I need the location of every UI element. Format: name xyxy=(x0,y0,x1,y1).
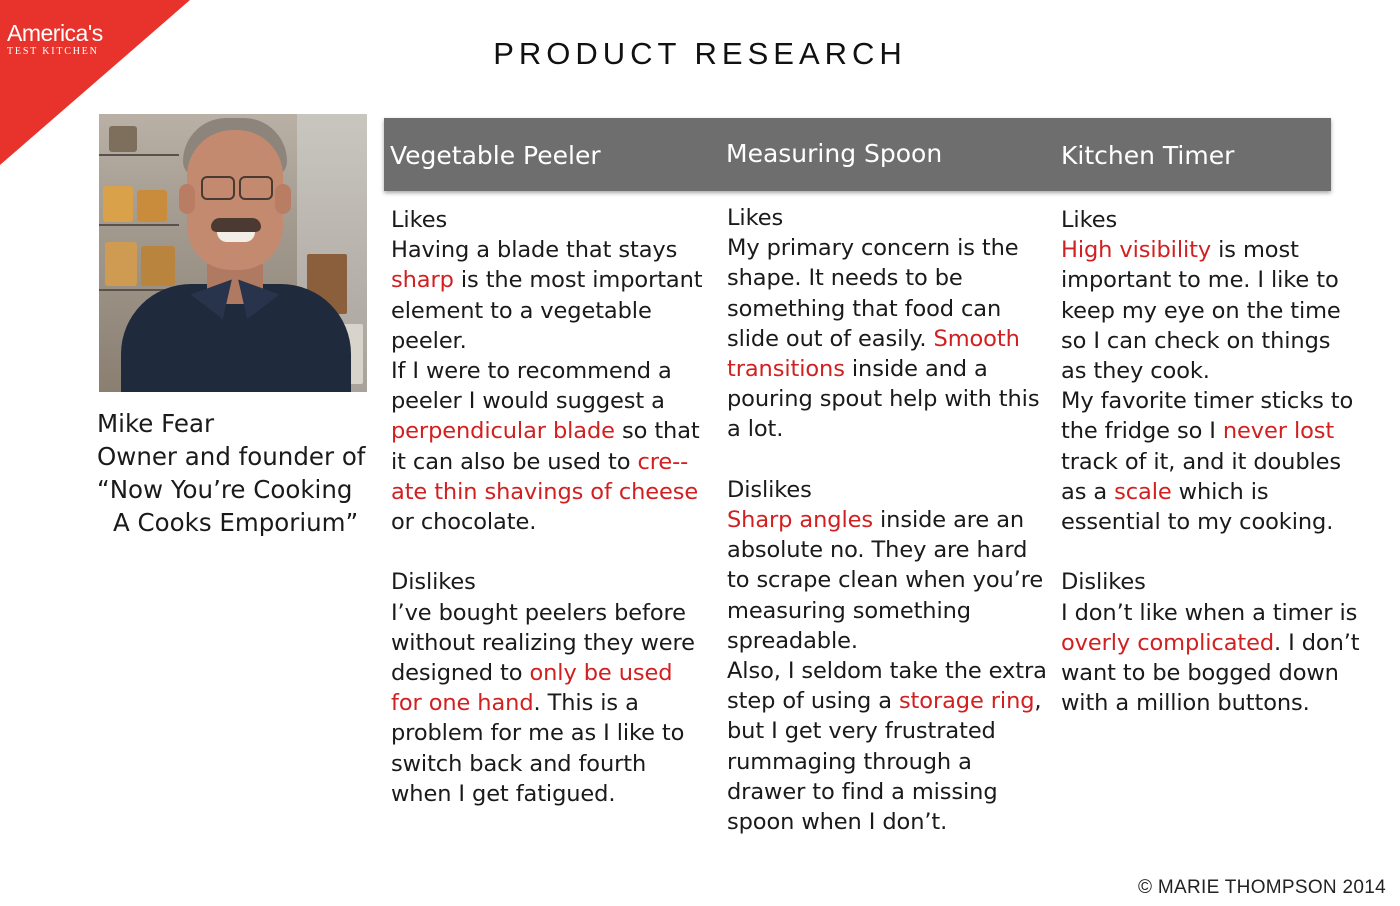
body-text: My primary concern is the shape. It needs to be something that food can slide out of easily. xyxy=(727,235,1019,352)
body-text: Also, I seldom take the extra step of using a xyxy=(727,658,1047,715)
person-caption xyxy=(97,407,382,539)
likes-label: Likes xyxy=(727,205,784,231)
header-vegetable-peeler: Vegetable Peeler xyxy=(390,141,601,170)
person-affiliation-line1: Owner and founder of xyxy=(97,442,366,471)
body-text: Having a blade that stays xyxy=(391,237,678,264)
product-header-bar xyxy=(384,118,1331,191)
column-kitchen-timer xyxy=(1061,205,1361,718)
dislikes-label: Dislikes xyxy=(727,476,812,503)
dislikes-text xyxy=(1061,598,1361,719)
body-text: track of it, and it doubles as a xyxy=(1061,448,1342,505)
body-text: inside are an absolute no. They are hard to scrape clean when you’re measuring something spreadable. xyxy=(727,507,1044,654)
highlight-text: never lost xyxy=(1222,418,1335,445)
highlight-text: only be used for one hand xyxy=(391,660,673,717)
dislikes-label: Dislikes xyxy=(391,569,476,596)
body-text: . This is a problem for me as I like to switch back and fourth when I get fatigued. xyxy=(391,690,685,807)
person-name: Mike Fear xyxy=(97,409,215,438)
person-affiliation-line2: “Now You’re Cooking xyxy=(97,475,353,504)
highlight-text: cre-ate thin shavings of cheese xyxy=(391,448,699,505)
column-vegetable-peeler xyxy=(391,205,709,809)
dislikes-text xyxy=(391,598,709,809)
likes-text xyxy=(1061,235,1361,537)
copyright-footer: © MARIE THOMPSON 2014 xyxy=(1137,877,1386,898)
highlight-text: Sharp angles xyxy=(727,507,873,534)
body-text: or chocolate. xyxy=(391,509,537,536)
body-text: My favorite timer sticks to the fridge so I xyxy=(1061,388,1354,445)
header-kitchen-timer: Kitchen Timer xyxy=(1061,141,1235,170)
body-text: I’ve bought peelers before without realizing they were designed to xyxy=(391,599,695,687)
highlight-text: Smooth transitions xyxy=(727,325,1020,383)
page-title: PRODUCT RESEARCH xyxy=(493,36,907,71)
brand-logo-line1: America's xyxy=(7,20,103,46)
highlight-text: sharp xyxy=(391,267,454,294)
person-photo xyxy=(99,114,367,392)
column-measuring-spoon xyxy=(727,203,1047,837)
header-measuring-spoon: Measuring Spoon xyxy=(726,139,943,168)
highlight-text: scale xyxy=(1114,478,1172,505)
body-text: is most important to me. I like to keep my eye on the time so I can check on things as they cook. xyxy=(1061,237,1341,385)
body-text: so that it can also be used to xyxy=(391,418,700,475)
dislikes-text xyxy=(727,505,1047,837)
highlight-text: perpendicular blade xyxy=(391,418,615,445)
person-affiliation-line3: A Cooks Emporium” xyxy=(113,508,359,537)
dislikes-label: Dislikes xyxy=(1061,569,1146,596)
body-text: inside and a pouring spout help with this a lot. xyxy=(727,356,1040,443)
likes-label: Likes xyxy=(1061,207,1118,233)
highlight-text: overly complicated xyxy=(1061,629,1275,656)
likes-text xyxy=(727,233,1047,444)
likes-label: Likes xyxy=(391,207,448,233)
body-text: is the most important element to a vegetable peeler. xyxy=(391,267,703,354)
body-text: If I were to recommend a peeler I would suggest a xyxy=(391,358,672,415)
body-text: which is essential to my cooking. xyxy=(1061,478,1334,536)
body-text: , but I get very frustrated rummaging through a drawer to find a missing spoon when I don’t. xyxy=(727,688,1042,836)
body-text: . I don’t want to be bogged down with a million buttons. xyxy=(1061,629,1360,717)
brand-logo-line2: TEST KITCHEN xyxy=(7,46,99,57)
highlight-text: High visibility xyxy=(1061,237,1212,264)
body-text: I don’t like when a timer is xyxy=(1061,599,1358,626)
likes-text xyxy=(391,235,709,537)
highlight-text: storage ring xyxy=(898,688,1035,715)
